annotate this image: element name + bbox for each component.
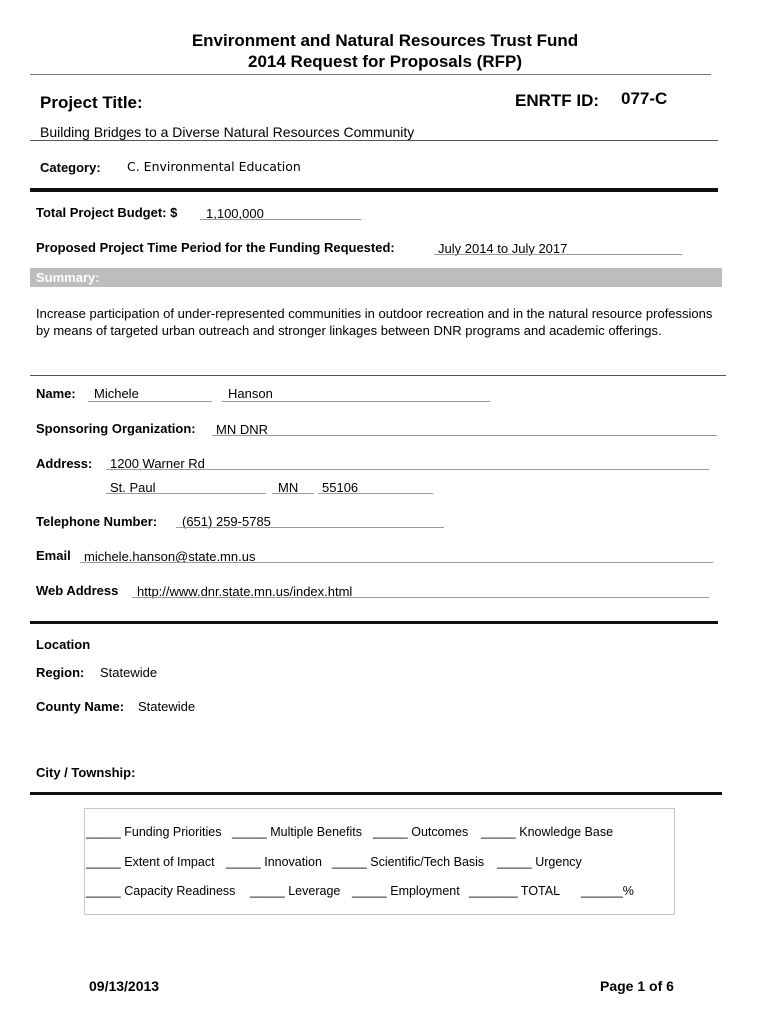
- enrtf-id-label: ENRTF ID:: [515, 91, 600, 110]
- criteria-outcomes: _____ Outcomes: [373, 825, 469, 839]
- city-value: St. Paul: [110, 480, 156, 495]
- email-label: Email: [36, 548, 71, 563]
- time-period-value: July 2014 to July 2017: [438, 241, 568, 256]
- zip-value: 55106: [322, 480, 359, 495]
- location-heading: Location: [36, 637, 91, 652]
- category-label: Category:: [40, 160, 101, 175]
- county-value: Statewide: [138, 699, 196, 714]
- title-divider: [30, 140, 718, 141]
- criteria-percent: ______%: [581, 884, 634, 898]
- first-name-underline: [88, 401, 212, 402]
- web-address-value[interactable]: http://www.dnr.state.mn.us/index.html: [137, 584, 353, 599]
- category-value: C. Environmental Education: [127, 159, 301, 174]
- criteria-multiple-benefits: _____ Multiple Benefits: [232, 825, 362, 839]
- criteria-innovation: _____ Innovation: [226, 855, 322, 869]
- project-title-value: Building Bridges to a Diverse Natural Resources Community: [40, 124, 415, 140]
- telephone-underline: [176, 527, 444, 528]
- header-title-line1: Environment and Natural Resources Trust Fund: [191, 31, 579, 50]
- address-label: Address:: [36, 456, 93, 471]
- zip-underline: [318, 493, 433, 494]
- header-title-line2: 2014 Request for Proposals (RFP): [248, 52, 522, 71]
- criteria-leverage: _____ Leverage: [250, 884, 341, 898]
- budget-label: Total Project Budget: $: [36, 205, 178, 220]
- criteria-scientific-tech-basis: _____ Scientific/Tech Basis: [332, 855, 485, 869]
- location-divider: [30, 792, 722, 795]
- criteria-extent-of-impact: _____ Extent of Impact: [86, 855, 215, 869]
- header-divider: [30, 74, 711, 75]
- criteria-capacity-readiness: _____ Capacity Readiness: [86, 884, 236, 898]
- criteria-employment: _____ Employment: [352, 884, 460, 898]
- first-name-value: Michele: [94, 386, 139, 401]
- county-label: County Name:: [36, 699, 125, 714]
- summary-text: Increase participation of under-represented communities in outdoor recreation and in the natural resource professions by means of targeted urban outreach and stronger linkages between DNR programs and academic offerings.: [36, 306, 713, 338]
- sponsoring-org-value: MN DNR: [216, 422, 268, 437]
- category-divider: [30, 188, 718, 192]
- region-value: Statewide: [100, 665, 158, 680]
- summary-divider: [30, 375, 726, 376]
- enrtf-id-value: 077-C: [621, 89, 668, 108]
- project-title-label: Project Title:: [40, 93, 143, 112]
- telephone-label: Telephone Number:: [36, 514, 158, 529]
- name-label: Name:: [36, 386, 76, 401]
- state-underline: [272, 493, 314, 494]
- time-period-label: Proposed Project Time Period for the Funding Requested:: [36, 240, 395, 255]
- city-township-label: City / Township:: [36, 765, 136, 780]
- criteria-knowledge-base: _____ Knowledge Base: [481, 825, 614, 839]
- contact-divider: [30, 621, 718, 624]
- budget-value: 1,100,000: [206, 206, 264, 221]
- criteria-total: _______ TOTAL: [469, 884, 561, 898]
- criteria-funding-priorities: _____ Funding Priorities: [86, 825, 222, 839]
- summary-label: Summary:: [36, 270, 100, 285]
- telephone-value: (651) 259-5785: [182, 514, 271, 529]
- last-name-value: Hanson: [228, 386, 273, 401]
- last-name-underline: [222, 401, 490, 402]
- region-label: Region:: [36, 665, 85, 680]
- summary-bar: [30, 268, 722, 287]
- criteria-urgency: _____ Urgency: [497, 855, 582, 869]
- footer-date: 09/13/2013: [89, 978, 160, 994]
- street-underline: [106, 469, 709, 470]
- footer-page-number: Page 1 of 6: [600, 978, 674, 994]
- web-address-underline: [132, 597, 709, 598]
- budget-underline: [200, 219, 361, 220]
- sponsoring-org-label: Sponsoring Organization:: [36, 421, 196, 436]
- street-value: 1200 Warner Rd: [110, 456, 205, 471]
- state-value: MN: [278, 480, 299, 495]
- city-underline: [106, 493, 266, 494]
- web-address-label: Web Address: [36, 583, 119, 598]
- sponsoring-org-underline: [212, 435, 717, 436]
- email-underline: [80, 562, 713, 563]
- time-period-underline: [434, 254, 682, 255]
- email-value: michele.hanson@state.mn.us: [84, 549, 256, 564]
